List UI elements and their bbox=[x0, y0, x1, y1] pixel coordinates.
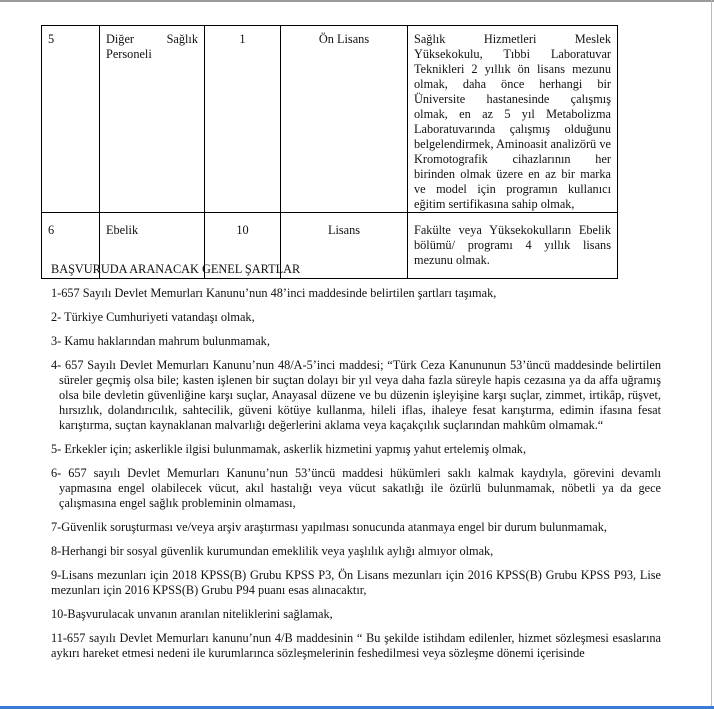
condition-item: 4- 657 Sayılı Devlet Memurları Kanunu’nun 48/A-5’inci maddesi; “Türk Ceza Kanununun 53’üncü maddesinde belirtilen süreler geçmiş olsa bile; kasten işlenen bir suçtan dolayı bir yıl veya daha fazla süreyle hapis cezasına ya da affa uğramış olsa bile devletin güvenliğine karşı suçlar, Anayasal düzene ve bu düzenin işleyişine karşı suçlar, zimmet, irtikâp, rüşvet, hırsızlık, dolandırıcılık, sahtecilik, güveni kötüye kullanma, hileli iflas, ihaleye fesat karıştırma, edimin ifasına fesat karıştırma, suçtan kaynaklanan malvarlığı değerlerini aklama veya kaçakçılık suçlarından mahkûm olmamak.“ bbox=[51, 358, 661, 432]
positions-table bbox=[41, 25, 618, 279]
table-row bbox=[42, 26, 618, 213]
position-count: 1 bbox=[205, 26, 281, 213]
row-number: 6 bbox=[42, 213, 100, 279]
education-level: Lisans bbox=[281, 213, 408, 279]
position-count: 10 bbox=[205, 213, 281, 279]
condition-item: 11-657 sayılı Devlet Memurları kanunu’nun 4/B maddesinin “ Bu şekilde istihdam edilenler, hizmet sözleşmesi esaslarına aykırı hareket etmesi nedeni ile kurumlarınca sözleşmelerinin feshedilmesi veya sözleşme dönemi içerisinde bbox=[51, 631, 661, 660]
row-number: 5 bbox=[42, 26, 100, 213]
page-top-border bbox=[0, 0, 714, 2]
condition-item: 7-Güvenlik soruşturması ve/veya arşiv araştırması yapılması sonucunda atanmaya engel bir durum bulunmamak, bbox=[51, 520, 607, 534]
condition-item: 1-657 Sayılı Devlet Memurları Kanunu’nun 48’inci maddesinde belirtilen şartları taşımak, bbox=[51, 286, 497, 300]
condition-item: 6- 657 sayılı Devlet Memurları Kanunu’nun 53’üncü maddesi hükümleri saklı kalmak kaydıyla, görevini devamlı yapmasına engel olabilecek vücut, akıl hastalığı veya vücut sakatlığı ile özürlü bulunmamak, nöbetli ya da gece çalışmasına engel sağlık probleminin olmaması, bbox=[51, 466, 661, 510]
general-conditions-section bbox=[51, 262, 661, 670]
education-level: Ön Lisans bbox=[281, 26, 408, 213]
condition-item: 10-Başvurulacak unvanın aranılan niteliklerini sağlamak, bbox=[51, 607, 333, 621]
page-right-border bbox=[711, 0, 712, 709]
section-heading: BAŞVURUDA ARANACAK GENEL ŞARTLAR bbox=[51, 262, 301, 276]
position-title: Diğer Sağlık Personeli bbox=[100, 26, 205, 213]
condition-item: 3- Kamu haklarından mahrum bulunmamak, bbox=[51, 334, 270, 348]
condition-item: 5- Erkekler için; askerlikle ilgisi bulunmamak, askerlik hizmetini yapmış yahut ertelemiş olmak, bbox=[51, 442, 527, 456]
qualification-text: Sağlık Hizmetleri Meslek Yüksekokulu, Tıbbi Laboratuvar Teknikleri 2 yıllık ön lisans mezunu olmak, daha önce herhangi bir Üniversite hastanesinde çalışmış olmak, en az 5 yıl Metabolizma Laboratuvarında çalışmış olduğunu belgelendirmek, Aminoasit analizörü ve Kromotografik cihazlarının her birinden olmak üzere en az bir marka ve model için programın kullanıcı eğitim sertifikasına sahip olmak, bbox=[408, 26, 618, 213]
condition-item: 9-Lisans mezunları için 2018 KPSS(B) Grubu KPSS P3, Ön Lisans mezunları için 2016 KPSS(B) Grubu KPSS P93, Lise mezunları için 2016 KPSS(B) Grubu P94 puanı esas alınacaktır, bbox=[51, 568, 661, 597]
position-title: Ebelik bbox=[100, 213, 205, 279]
condition-item: 2- Türkiye Cumhuriyeti vatandaşı olmak, bbox=[51, 310, 255, 324]
condition-item: 8-Herhangi bir sosyal güvenlik kurumundan emeklilik veya yaşlılık aylığı almıyor olmak, bbox=[51, 544, 494, 558]
qualification-text: Fakülte veya Yüksekokulların Ebelik bölümü/ programı 4 yıllık lisans mezunu olmak. bbox=[408, 213, 618, 279]
